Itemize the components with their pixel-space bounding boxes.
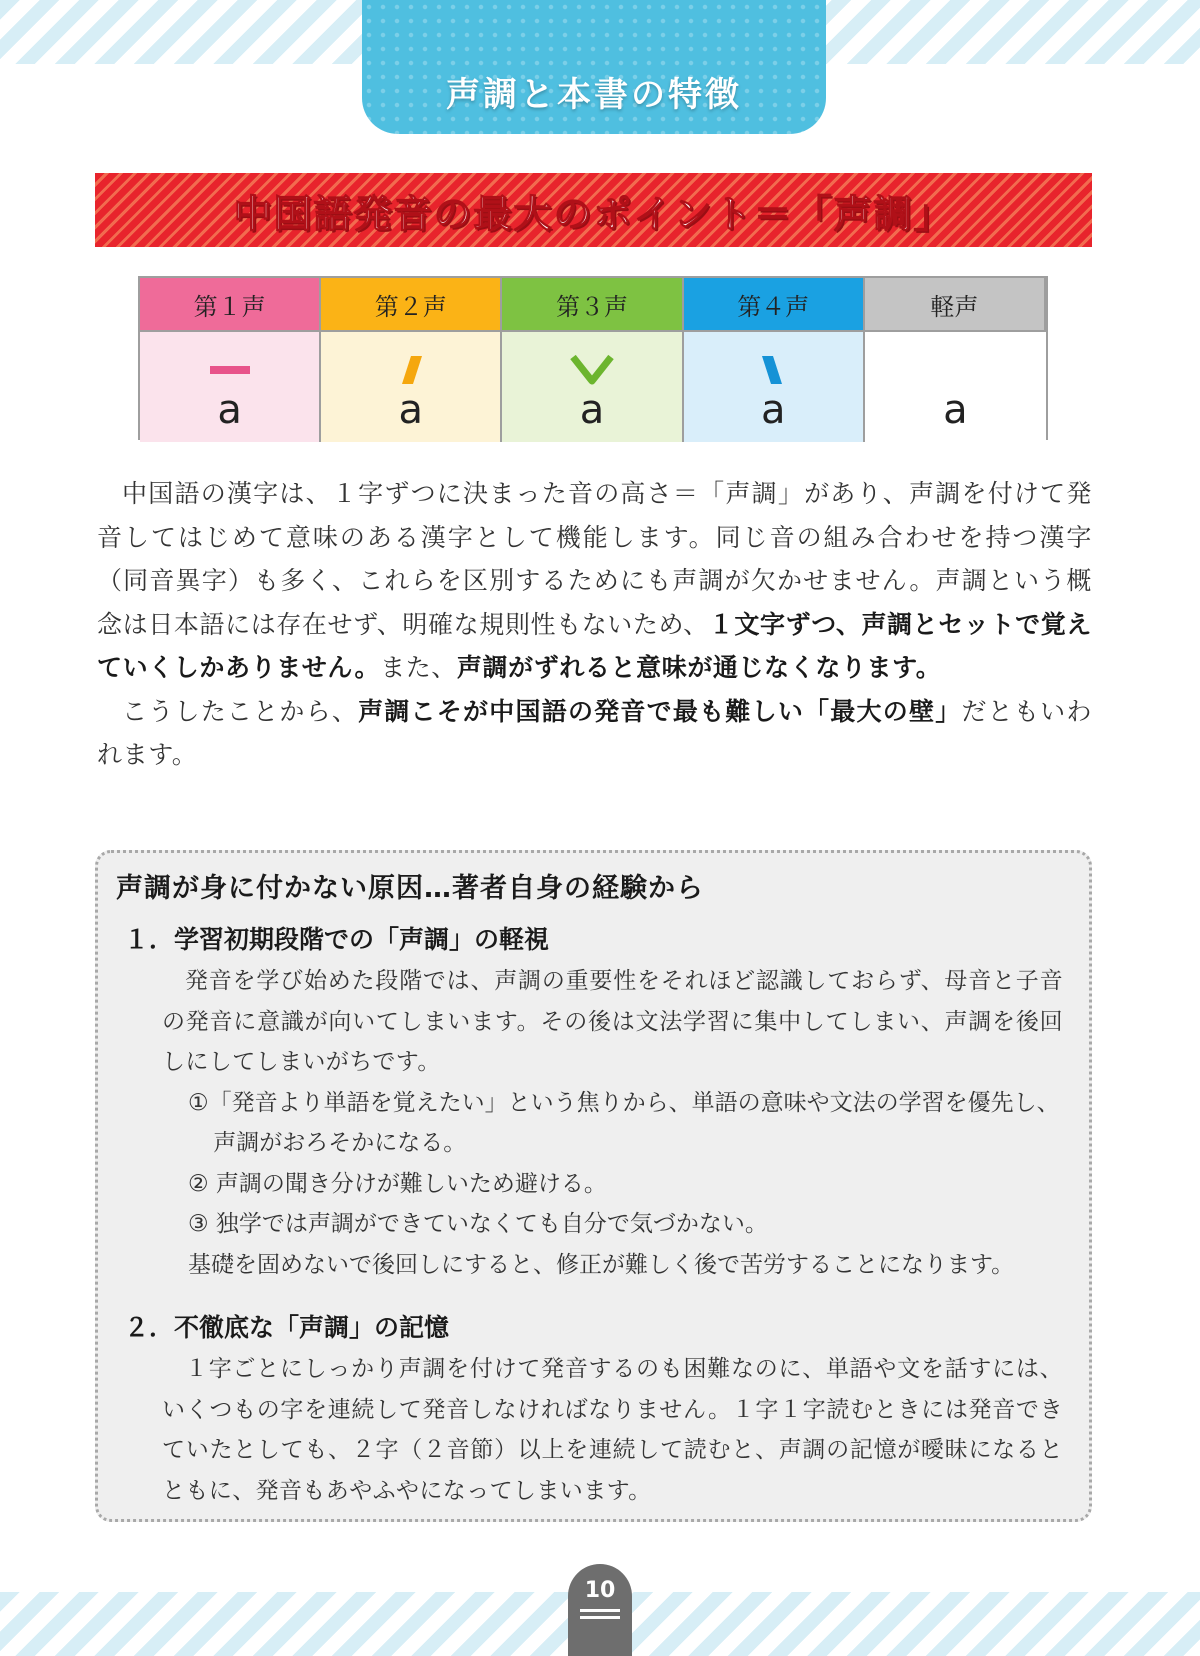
section-tab [362,0,826,134]
panel-note: 基礎を固めないで後回しにすると、修正が難しく後で苦労することになります。 [188,1251,1015,1278]
tone-header-second: 第２声 [321,278,502,332]
intro-text-span: 中国語の漢字は、１字ずつに決まった音の高さ＝「声調」があり、声調を付けて発音してはじめて意味のある漢字として機能します。同じ音の組み合わせを持つ漢字（同音異字）も多く、これらを区別するためにも声調が欠かせません。声調という概念は日本語には存在せず、明確な規則性もないため、 [97,479,1092,639]
tone-header-neutral: 軽声 [865,278,1046,332]
intro-emphasis: １文字ずつ、声調とセットで覚えていくしかありません。 [97,609,1092,682]
panel-paragraph-2: １字ごとにしっかり声調を付けて発音するのも困難なのに、単語や文を話すには、いくつもの字を連続して発音しなければなりません。１字１字読むときには発音できていたとしても、２字（２音節）以上を連続して読むと、声調の記憶が曖昧になるとともに、発音もあやふやになってしまいます。 [162,1356,1063,1504]
list-item: ①「発音より単語を覚えたい」という焦りから、単語の意味や文法の学習を優先し、声調がおろそかになる。 [188,1089,1060,1156]
tone-cell-neutral [865,332,1046,442]
tone-letter: a [398,387,424,433]
intro-emphasis: 声調こそが中国語の発音で最も難しい「最大の壁」 [358,696,962,726]
panel-title: 声調が身に付かない原因…著者自身の経験から [116,873,704,904]
tone-letter: a [760,387,786,433]
panel-heading-2: ２．不徹底な「声調」の記憶 [124,1313,450,1342]
intro-text-span: また、 [380,653,457,682]
intro-emphasis: 声調がずれると意味が通じなくなります。 [456,653,942,682]
experience-panel [95,850,1092,1522]
falling-tone-mark-icon [751,354,795,386]
page-number-rule [580,1616,620,1619]
tone-cell-second [321,332,502,442]
tone-letter: a [579,387,605,433]
headline-banner [95,173,1092,247]
intro-text-span: だともいわれます。 [97,696,1092,769]
intro-text [97,472,1092,777]
tone-letter: a [943,387,968,433]
tone-header-third: 第３声 [502,278,683,332]
reason-list [188,1083,1063,1245]
page-number-tab [568,1564,632,1656]
tone-cell-first [140,332,321,442]
tone-header-fourth: 第４声 [684,278,865,332]
tone-cell-fourth [684,332,865,442]
page-number-rule [580,1609,620,1612]
tone-header-first: 第１声 [140,278,321,332]
intro-text-span: こうしたことから、 [122,696,359,726]
intro-paragraph-2 [97,690,1092,777]
headline-title: 中国語発音の最大のポイント＝「声調」 [233,191,954,236]
rising-tone-mark-icon [389,354,433,386]
section-gap [116,1285,1063,1299]
flat-tone-mark-icon [208,354,252,386]
section-tab-label: 声調と本書の特徴 [446,75,742,115]
panel-paragraph-1: 発音を学び始めた段階では、声調の重要性をそれほど認識しておらず、母音と子音の発音に意識が向いてしまいます。その後は文法学習に集中してしまい、声調を後回しにしてしまいがちです。 [162,968,1063,1075]
page-number: 10 [584,1578,616,1603]
tone-table [138,276,1048,440]
list-item: ② 声調の聞き分けが難しいため避ける。 [188,1170,607,1197]
panel-heading-1: １．学習初期段階での「声調」の軽視 [124,925,550,954]
list-item: ③ 独学では声調ができていなくても自分で気づかない。 [188,1211,768,1237]
tone-cell-third [502,332,683,442]
intro-paragraph-1 [97,472,1092,690]
dipping-tone-mark-icon [570,354,614,386]
tone-letter: a [217,387,242,433]
